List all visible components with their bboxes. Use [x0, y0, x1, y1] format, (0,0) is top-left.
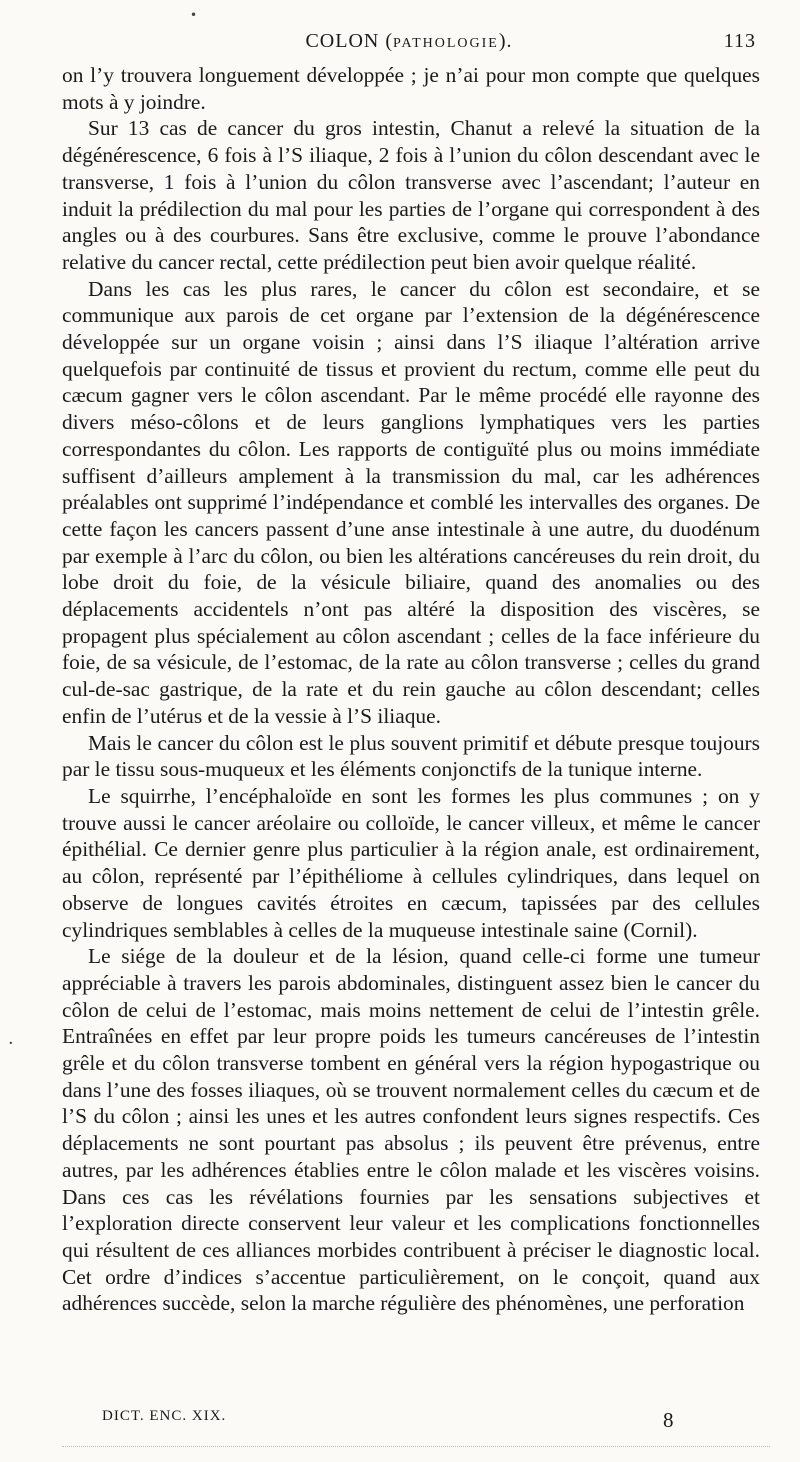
page-number: 113 [723, 30, 756, 52]
paragraph-continuation: on l’y trouvera longuement développée ; je n’ai pour mon compte que quelques mots à y joindre. [62, 63, 760, 114]
paragraph-secondary-cancer: Dans les cas les plus rares, le cancer du côlon est secondaire, et se communique aux parois de cet organe par l’extension de la dégénérescence développée sur un organe voisin ; ainsi dans l’S iliaque l’altération arrive quelquefois par continuité de tissus et provient du rectum, comme elle peut du cæcum gagner vers le côlon ascendant. Par le même procédé elle rayonne des divers méso-côlons et de leurs ganglions lymphatiques vers les parties correspondantes du côlon. Les rapports de contiguïté plus ou moins immédiate suffisent d’ailleurs amplement à la transmission du mal, car les adhérences préalables ont supprimé l’indépendance et comblé les intervalles des organes. De cette façon les cancers passent d’une anse intestinale à une autre, du duodénum par exemple à l’arc du côlon, ou bien les altérations cancéreuses du rein droit, du lobe droit du foie, de la vésicule biliaire, quand des anomalies ou des déplacements accidentels n’ont pas altéré la disposition des viscères, se propagent plus spécialement au côlon ascendant ; celles de la face inférieure du foie, de sa vésicule, de l’estomac, de la rate au côlon transverse ; celles du grand cul-de-sac gastrique, de la rate et du rein gauche au côlon descendant; celles enfin de l’utérus et de la vessie à l’S iliaque. [62, 276, 760, 728]
paragraph-diagnosis: Le siége de la douleur et de la lésion, quand celle-ci forme une tumeur appréciable à travers les parois abdominales, distinguent assez bien le cancer du côlon de celui de l’estomac, mais moins nettement de celui de l’intestin grêle. Entraînées en effet par leur propre poids les tumeurs cancéreuses de l’intestin grêle et du côlon transverse tombent en général vers la région hypogastrique ou dans l’une des fosses iliaques, où se trouvent normalement celles du cæcum et de l’S du côlon ; ainsi les unes et les autres confondent leurs signes respectifs. Ces déplacements ne sont pourtant pas absolus ; ils peuvent être prévenus, entre autres, par les adhérences établies entre le côlon malade et les viscères voisins. Dans ces cas les révélations fournies par les sensations subjectives et l’exploration directe conservent leur valeur et les complications fonctionnelles qui résultent de ces alliances morbides contribuent à préciser le diagnostic local. Cet ordre d’indices s’accentue particulièrement, on le conçoit, quand aux adhérences succède, selon la marche régulière des phénomènes, une perforation [62, 944, 760, 1316]
running-title-main: COLON ( [305, 30, 394, 52]
signature-mark: DICT. ENC. XIX. [102, 1408, 227, 1424]
bottom-rule [62, 1446, 770, 1447]
running-head [62, 30, 756, 56]
paragraph-primary-cancer: Mais le cancer du côlon est le plus souvent primitif et débute presque toujours par le tissu sous-muqueux et les éléments conjonctifs de la tunique interne. [62, 730, 760, 782]
running-title-small-caps: PATHOLOGIE [393, 36, 499, 51]
body-text [62, 62, 760, 1317]
signature-number: 8 [663, 1408, 674, 1432]
paragraph-cancer-forms: Le squirrhe, l’encéphaloïde en sont les formes les plus communes ; on y trouve aussi le cancer aréolaire ou colloïde, le cancer villeux, et même le cancer épithélial. Ce dernier genre plus particulier à la région anale, est ordinairement, au côlon, représenté par l’épithéliome à cellules cylindriques, dans lequel on observe de longues cavités étroites en cæcum, tapissées par des cellules cylindriques semblables à celles de la muqueuse intestinale saine (Cornil). [62, 783, 760, 942]
ink-speck: • [190, 8, 198, 22]
running-title [62, 30, 756, 53]
page-footer [102, 1408, 700, 1438]
running-title-end: ). [498, 30, 513, 52]
margin-mark: · [8, 1033, 14, 1054]
paragraph-chanut-statistics: Sur 13 cas de cancer du gros intestin, Chanut a relevé la situation de la dégénérescence, 6 fois à l’S iliaque, 2 fois à l’union du côlon descendant avec le transverse, 1 fois à l’union du côlon transverse avec l’ascendant; l’auteur en induit la prédilection du mal pour les parties de l’organe qui correspondent à des angles ou à des courbures. Sans être exclusive, comme le prouve l’abondance relative du cancer rectal, cette prédilection peut bien avoir quelque réalité. [62, 116, 760, 274]
